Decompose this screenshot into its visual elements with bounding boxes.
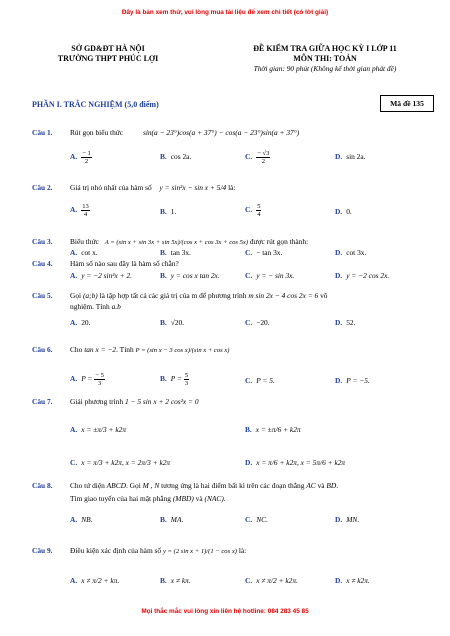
question-prompt: Gọi (70, 291, 82, 300)
school-header (38, 44, 178, 64)
option-value: P = (170, 374, 184, 384)
option-value-fraction: $\frac{- 5}{3}$ (95, 372, 104, 387)
question-expression: tan x = −2 (84, 345, 117, 354)
question-expression: A = (sin x + sin 3x + sin 5x)/(cos x + cos 3x + cos 5x) (104, 239, 249, 246)
department-name: SỞ GD&ĐT HÀ NỘI (71, 44, 145, 53)
question-label: Câu 1. (32, 128, 53, 137)
option-a[interactable]: A. NB. (70, 515, 93, 524)
option-d[interactable]: D. P = −5. (335, 376, 370, 385)
question-tail: vô (320, 291, 328, 300)
preview-banner: Đây là bản xem thử, vui lòng mua tài liệu để xem chi tiết (có lời giải) (121, 9, 329, 16)
option-value: tan 3x. (170, 248, 191, 257)
option-value: 20. (81, 318, 91, 327)
option-value: $\frac{5}{4}$ (257, 203, 261, 218)
option-b[interactable]: B. tan 3x. (160, 248, 191, 257)
question-expression: 1 − 5 sin x + 2 cos²x = 0 (124, 397, 199, 406)
option-a[interactable]: A. $\frac{13}{4}$ (70, 203, 89, 218)
question-label: Câu 5. (32, 291, 53, 300)
option-b[interactable]: B. y = cos x tan 2x. (160, 271, 220, 280)
option-value: NB (81, 515, 91, 524)
option-value: x ≠ π/2 + kπ. (81, 576, 120, 585)
question-text (70, 397, 199, 406)
option-a[interactable]: A. x = ±π/3 + k2π (70, 425, 127, 434)
option-a[interactable]: A. 20. (70, 318, 91, 327)
option-value: P = 5. (256, 376, 275, 385)
option-value: y = cos x tan 2x. (170, 271, 220, 280)
option-b[interactable]: B. x = ±π/6 + k2π (245, 425, 301, 434)
question-prompt: Giá trị nhỏ nhất của hàm số (70, 183, 152, 192)
question-tail: tương ứng là hai điểm bất kì trên các đoạn thẳng (161, 481, 305, 490)
option-value: −20. (256, 318, 270, 327)
question-prompt: Điều kiện xác định của hàm số (70, 546, 162, 555)
option-value: √20. (170, 318, 185, 327)
option-b[interactable]: B. √20. (160, 318, 185, 327)
option-value: x = ±π/6 + k2π (255, 425, 301, 434)
option-b[interactable]: B. x ≠ kπ. (160, 576, 191, 585)
option-value: MA (170, 515, 182, 524)
question-tail: được rút gọn thành: (249, 237, 309, 246)
option-value: cot x. (81, 248, 98, 257)
question-expression: ABCD (106, 481, 126, 490)
option-value: 52. (346, 318, 356, 327)
option-value: NC (256, 515, 267, 524)
option-c[interactable]: C. − tan 3x. (245, 248, 283, 257)
option-value: sin 2a. (346, 152, 366, 161)
question-prompt: Tìm giao tuyến của hai mặt phẳng (70, 494, 171, 503)
question-text-line-2: Tìm giao tuyến của hai mặt phẳng (MBD) và (NAC). (70, 494, 226, 503)
option-value-fraction: $\frac{5}{3}$ (184, 372, 189, 387)
question-tail: . Gọi (125, 481, 141, 490)
question-expression: (a;b) (82, 291, 98, 300)
option-d[interactable]: D. y = −2 cos 2x. (335, 271, 390, 280)
question-text (70, 237, 308, 246)
option-value: − tan 3x. (256, 248, 283, 257)
question-label: Câu 8. (32, 481, 53, 490)
question-prompt: Cho tứ diện (70, 481, 105, 490)
question-label: Câu 2. (32, 183, 53, 192)
exam-code-box: Mã đề 135 (380, 95, 434, 112)
question-label: Câu 4. (32, 259, 53, 268)
exam-duration: Thời gian: 90 phút (Không kể thời gian phát đề) (253, 64, 397, 73)
question-tail: là: (228, 183, 236, 192)
question-prompt: Cho (70, 345, 83, 354)
option-value: 0. (346, 207, 352, 216)
question-prompt: Biểu thức (70, 237, 99, 246)
section-title: PHẦN I. TRẮC NGHIỆM (5,0 điểm) (32, 100, 159, 109)
question-prompt: Rút gọn biểu thức (70, 128, 124, 137)
option-value: x ≠ π/2 + k2π. (256, 576, 298, 585)
question-expression: BD (326, 481, 337, 490)
question-expression: m sin 2x − 4 cos 2x = 6 (248, 291, 319, 300)
school-name: TRƯỜNG THPT PHÚC LỢI (57, 54, 159, 63)
question-expression: AC (306, 481, 316, 490)
question-expression: M , N (142, 481, 160, 490)
hotline-banner: Mọi thắc mắc vui lòng xin liên hệ hotline: 084 283 45 85 (141, 608, 309, 615)
question-tail: . Tính (116, 345, 134, 354)
question-expression: P = (sin x − 3 cos x)/(sin x + cos x) (135, 347, 230, 354)
option-c[interactable]: C. $\frac{5}{4}$ (245, 203, 261, 218)
question-label: Câu 7. (32, 397, 53, 406)
option-value: x = π/6 + k2π, x = 5π/6 + k2π (256, 458, 346, 467)
option-value: x ≠ kπ. (170, 576, 191, 585)
question-text: Cho tứ diện ABCD. Gọi M , N tương ứng là hai điểm bất kì trên các đoạn thẳng AC và BD. (70, 481, 339, 490)
option-d[interactable]: D. MN. (335, 515, 360, 524)
question-text-line-2 (70, 302, 121, 311)
exam-header (220, 44, 430, 74)
option-c[interactable]: C. NC. (245, 515, 268, 524)
option-a[interactable]: A. y = −2 sin²x + 2. (70, 271, 133, 280)
option-b[interactable]: B. cos 2a. (160, 152, 192, 161)
question-tail: là tập hợp tất cả các giá trị của m để phương trình (99, 291, 247, 300)
exam-title: ĐỀ KIỂM TRA GIỮA HỌC KỲ I LỚP 11 (253, 44, 397, 53)
subject: MÔN THI: TOÁN (293, 54, 357, 63)
option-c[interactable]: C. x = π/3 + k2π, x = 2π/3 + k2π (70, 458, 171, 467)
option-value: $\frac{- √3}{2}$ (257, 150, 270, 165)
option-c[interactable]: C. −20. (245, 318, 270, 327)
option-value: y = −2 cos 2x. (346, 271, 390, 280)
option-d[interactable]: D. 52. (335, 318, 356, 327)
option-d[interactable]: D. cot 3x. (335, 248, 367, 257)
question-tail: và (317, 481, 325, 490)
question-prompt: Hàm số nào sau đây là hàm số chẵn? (70, 259, 179, 268)
option-value: cot 3x. (346, 248, 367, 257)
question-expression: sin(a − 23°)cos(a + 37°) − cos(a − 23°)sin(a + 37°) (142, 128, 300, 137)
option-c[interactable]: C. x ≠ π/2 + k2π. (245, 576, 298, 585)
option-value: x = ±π/3 + k2π (81, 425, 127, 434)
question-text (70, 345, 230, 354)
option-c[interactable]: C. $\frac{- √3}{2}$ (245, 150, 270, 165)
option-value: MN (346, 515, 358, 524)
question-label: Câu 9. (32, 546, 53, 555)
question-tail: và (195, 494, 203, 503)
question-tail: là: (238, 546, 247, 555)
option-a[interactable]: A. P = $\frac{- 5}{3}$ (70, 372, 104, 387)
option-value: 1. (170, 207, 177, 216)
option-value: x ≠ k2π. (346, 576, 370, 585)
question-text (70, 546, 246, 555)
option-b[interactable]: B. 1. (160, 207, 177, 216)
option-a[interactable]: A. $\frac{- 1}{2}$ (70, 150, 91, 165)
option-value: y = −2 sin²x + 2. (81, 271, 133, 280)
question-text (70, 183, 235, 192)
question-prompt: Giải phương trình (70, 397, 124, 406)
option-value: P = (81, 374, 95, 384)
question-label: Câu 3. (32, 237, 53, 246)
option-c[interactable]: C. y = − sin 3x. (245, 271, 295, 280)
question-label: Câu 6. (32, 345, 53, 354)
option-a[interactable]: A. x ≠ π/2 + kπ. (70, 576, 120, 585)
question-expression: a.b (111, 302, 121, 311)
option-d[interactable]: D. x = π/6 + k2π, x = 5π/6 + k2π (245, 458, 346, 467)
option-d[interactable]: D. x ≠ k2π. (335, 576, 370, 585)
question-text (70, 291, 327, 300)
option-d[interactable]: D. sin 2a. (335, 152, 366, 161)
question-expression: y = (2 sin x + 1)/(1 − cos x) (162, 548, 237, 555)
question-expression: (MBD) (172, 494, 194, 503)
option-c[interactable]: C. P = 5. (245, 376, 275, 385)
option-value: $\frac{- 1}{2}$ (82, 150, 91, 165)
option-value: cos 2a. (170, 152, 192, 161)
question-text (70, 128, 299, 137)
option-b[interactable]: B. P = $\frac{5}{3}$ (160, 372, 189, 387)
option-d[interactable]: D. 0. (335, 207, 352, 216)
question-prompt: nghiệm. Tính (70, 302, 110, 311)
option-value: $\frac{13}{4}$ (82, 203, 89, 218)
question-expression: y = sin²x − sin x + 5/4 (159, 183, 227, 192)
option-value: y = − sin 3x. (256, 271, 295, 280)
option-a[interactable]: A. cot x. (70, 248, 98, 257)
option-b[interactable]: B. MA. (160, 515, 184, 524)
option-value: P = −5. (346, 376, 370, 385)
question-expression: (NAC) (204, 494, 224, 503)
option-value: x = π/3 + k2π, x = 2π/3 + k2π (81, 458, 171, 467)
